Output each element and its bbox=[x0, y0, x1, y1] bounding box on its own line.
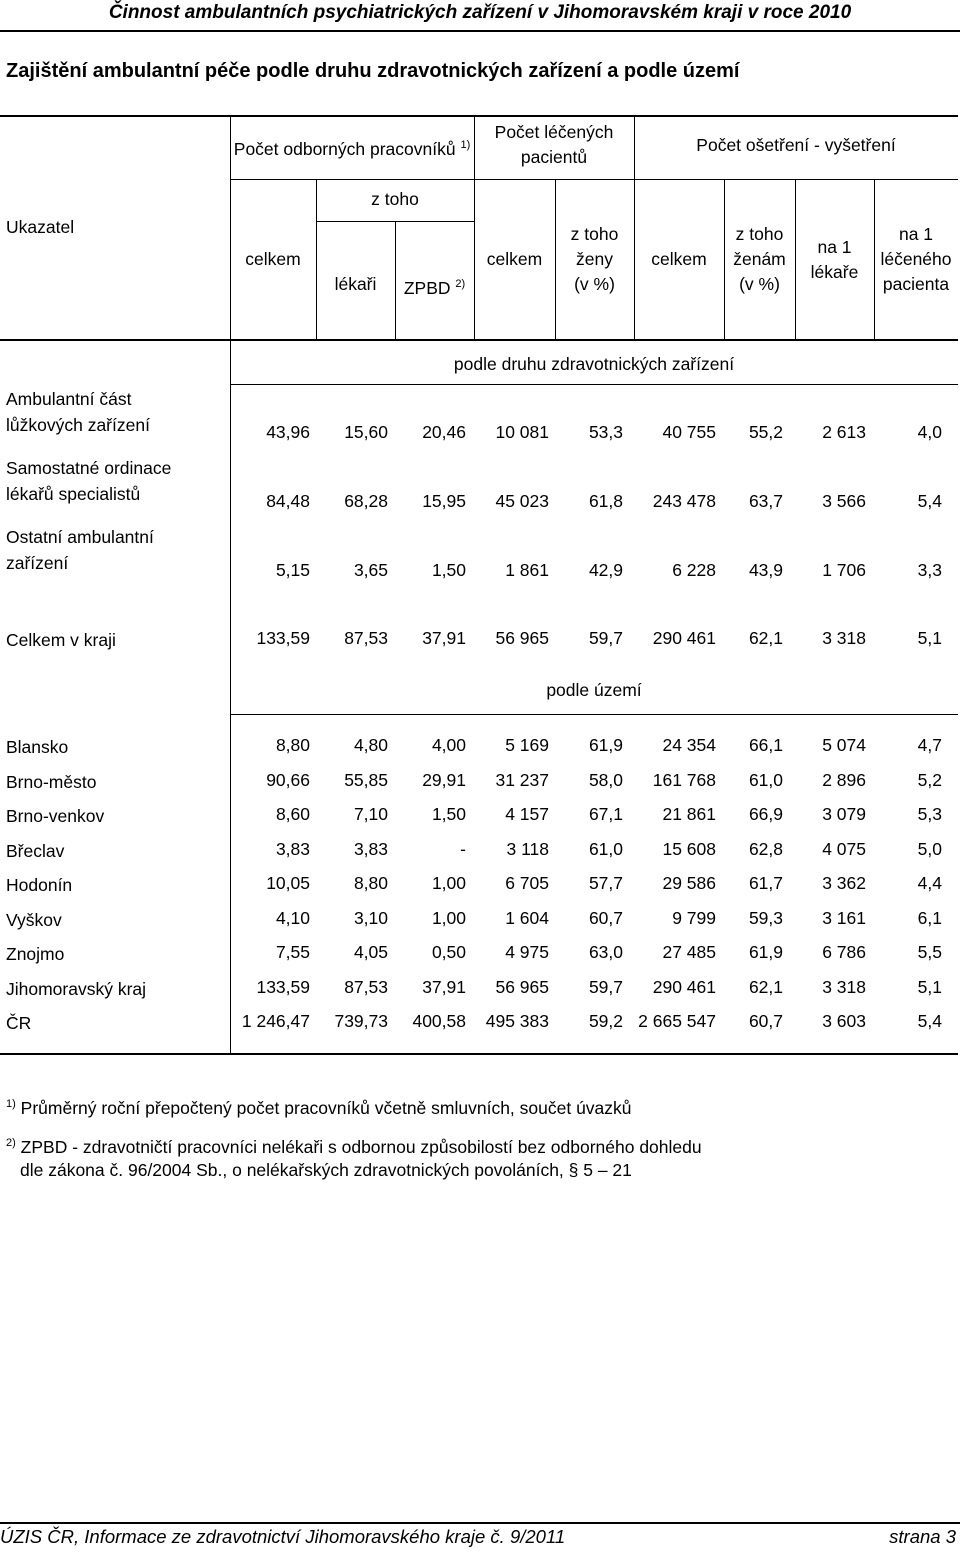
table-cell: 8,80 bbox=[275, 735, 310, 755]
table-cell: 3 318 bbox=[822, 977, 866, 997]
col-zenam-l3: (v %) bbox=[739, 274, 780, 294]
header-rule bbox=[0, 30, 960, 32]
table-cell: 40 755 bbox=[662, 422, 716, 442]
col-zeny-l3: (v %) bbox=[574, 274, 615, 294]
table-cell: 68,28 bbox=[344, 491, 388, 511]
col-zeny bbox=[555, 222, 634, 297]
row-label: Celkem v kraji bbox=[6, 630, 116, 650]
table-cell: 8,80 bbox=[353, 873, 388, 893]
row-label: lékařů specialistů bbox=[6, 484, 141, 504]
table-cell: 3 318 bbox=[822, 628, 866, 648]
table-cell: 0,50 bbox=[431, 942, 466, 962]
table-cell: 495 383 bbox=[485, 1011, 549, 1031]
col-pacientu bbox=[474, 120, 634, 170]
table-cell: 59,2 bbox=[588, 1011, 623, 1031]
row-label: lůžkových zařízení bbox=[6, 415, 150, 435]
col-na1lekare bbox=[795, 235, 874, 285]
col-zeny-l2: ženy bbox=[576, 249, 613, 269]
table-cell: 4,7 bbox=[917, 735, 942, 755]
table-cell: 3 603 bbox=[822, 1011, 866, 1031]
footer-page: strana 3 bbox=[889, 1526, 956, 1547]
vline bbox=[230, 714, 231, 1053]
row-label: Brno-město bbox=[6, 772, 97, 792]
table-cell: 3 079 bbox=[822, 804, 866, 824]
table-cell: 1 706 bbox=[822, 560, 866, 580]
table-cell: 5 074 bbox=[822, 735, 866, 755]
table-cell: 59,7 bbox=[588, 977, 623, 997]
col-na1pacienta-l2: léčeného bbox=[880, 249, 952, 269]
table-cell: 1,50 bbox=[431, 560, 466, 580]
section2-rule bbox=[230, 714, 958, 715]
section1-rule bbox=[230, 384, 958, 385]
col-zenam-l1: z toho bbox=[735, 224, 784, 244]
footer-rule bbox=[0, 1522, 960, 1524]
table-cell: 57,7 bbox=[588, 873, 623, 893]
table-cell: 3,10 bbox=[353, 908, 388, 928]
table-cell: 2 665 547 bbox=[638, 1011, 716, 1031]
col-zpbd-text: ZPBD bbox=[403, 277, 451, 298]
col-zenam bbox=[724, 222, 795, 297]
table-cell: 5,1 bbox=[917, 977, 942, 997]
row-label: Znojmo bbox=[6, 944, 65, 964]
table-cell: 24 354 bbox=[662, 735, 716, 755]
table-title: Zajištění ambulantní péče podle druhu zdravotnických zařízení a podle území bbox=[6, 60, 740, 82]
table-cell: 4,4 bbox=[917, 873, 942, 893]
col-na1pacienta-l1: na 1 bbox=[898, 224, 934, 244]
table-cell: 4,00 bbox=[431, 735, 466, 755]
table-cell: 3,83 bbox=[275, 839, 310, 859]
table-cell: 59,3 bbox=[748, 908, 783, 928]
table-cell: 60,7 bbox=[588, 908, 623, 928]
section-by-type: podle druhu zdravotnických zařízení bbox=[453, 354, 735, 374]
footnote-ref-1: 1) bbox=[460, 139, 471, 151]
row-label: ČR bbox=[6, 1013, 32, 1033]
table-cell: 56 965 bbox=[495, 977, 549, 997]
table-cell: 243 478 bbox=[652, 491, 716, 511]
table-cell: 31 237 bbox=[495, 770, 549, 790]
col-ukazatel: Ukazatel bbox=[6, 217, 75, 237]
header-sub-rule bbox=[230, 179, 958, 180]
table-cell: 42,9 bbox=[588, 560, 623, 580]
table-cell: 10 081 bbox=[495, 422, 549, 442]
col-lekari: lékaři bbox=[334, 274, 377, 294]
table-cell: 61,7 bbox=[748, 873, 783, 893]
col-prac-celkem: celkem bbox=[245, 249, 301, 269]
table-cell: 1,00 bbox=[431, 908, 466, 928]
table-cell: 20,46 bbox=[422, 422, 466, 442]
table-cell: 15,60 bbox=[344, 422, 388, 442]
col-na1pacienta-l3: pacienta bbox=[882, 274, 950, 294]
footnote-2-text: ZPBD - zdravotničtí pracovníci nelékaři s odbornou způsobilostí bez odborného dohledu bbox=[20, 1136, 702, 1157]
vline bbox=[230, 384, 231, 672]
col-pracovniku-text: Počet odborných pracovníků bbox=[233, 138, 456, 159]
table-cell: 3 362 bbox=[822, 873, 866, 893]
table-cell: 15 608 bbox=[662, 839, 716, 859]
col-na1lekare-l2: lékaře bbox=[810, 262, 859, 282]
row-label: Ambulantní část bbox=[6, 389, 132, 409]
table-cell: 6 786 bbox=[822, 942, 866, 962]
table-cell: 27 485 bbox=[662, 942, 716, 962]
table-cell: 63,0 bbox=[588, 942, 623, 962]
table-cell: 5,4 bbox=[917, 1011, 942, 1031]
table-cell: 15,95 bbox=[422, 491, 466, 511]
table-cell: 290 461 bbox=[652, 628, 716, 648]
row-label: Vyškov bbox=[6, 910, 62, 930]
table-cell: 7,55 bbox=[275, 942, 310, 962]
footnote-2-cont: dle zákona č. 96/2004 Sb., o nelékařských zdravotnických povoláních, § 5 – 21 bbox=[20, 1160, 632, 1180]
table-cell: 37,91 bbox=[422, 628, 466, 648]
table-cell: 5,15 bbox=[275, 560, 310, 580]
table-cell: 4,10 bbox=[275, 908, 310, 928]
col-zeny-l1: z toho bbox=[570, 224, 619, 244]
table-cell: 62,8 bbox=[748, 839, 783, 859]
table-cell: 5,1 bbox=[917, 628, 942, 648]
footnote-1 bbox=[6, 1090, 632, 1122]
table-cell: 59,7 bbox=[588, 628, 623, 648]
table-cell: 63,7 bbox=[748, 491, 783, 511]
table-cell: 1,00 bbox=[431, 873, 466, 893]
table-cell: 60,7 bbox=[748, 1011, 783, 1031]
table-cell: 4 975 bbox=[505, 942, 549, 962]
table-cell: 62,1 bbox=[748, 977, 783, 997]
table-cell: 739,73 bbox=[334, 1011, 388, 1031]
table-cell: 5,5 bbox=[917, 942, 942, 962]
table-cell: 62,1 bbox=[748, 628, 783, 648]
section-by-area: podle území bbox=[546, 680, 642, 700]
table-cell: 9 799 bbox=[672, 908, 716, 928]
table-cell: 56 965 bbox=[495, 628, 549, 648]
table-cell: 2 613 bbox=[822, 422, 866, 442]
table-cell: 66,1 bbox=[748, 735, 783, 755]
table-cell: 84,48 bbox=[266, 491, 310, 511]
col-prac-ztoho: z toho bbox=[371, 189, 419, 209]
footnote-ref-2: 2) bbox=[455, 278, 466, 290]
col-pracovniku bbox=[230, 133, 474, 162]
table-cell: 87,53 bbox=[344, 977, 388, 997]
table-cell: 5,2 bbox=[917, 770, 942, 790]
table-cell: 21 861 bbox=[662, 804, 716, 824]
table-cell: 29,91 bbox=[422, 770, 466, 790]
table-cell: 10,05 bbox=[266, 873, 310, 893]
table-cell: 3,3 bbox=[917, 560, 942, 580]
table-cell: 161 768 bbox=[652, 770, 716, 790]
table-cell: 55,2 bbox=[748, 422, 783, 442]
footer-source: ÚZIS ČR, Informace ze zdravotnictví Jihomoravského kraje č. 9/2011 bbox=[0, 1526, 566, 1547]
table-cell: 6 228 bbox=[672, 560, 716, 580]
table-cell: 4 075 bbox=[822, 839, 866, 859]
row-label: zařízení bbox=[6, 553, 69, 573]
table-cell: 90,66 bbox=[266, 770, 310, 790]
table-cell: 400,58 bbox=[412, 1011, 466, 1031]
table-cell: 1 861 bbox=[505, 560, 549, 580]
row-label: Samostatné ordinace bbox=[6, 458, 172, 478]
col-na1pacienta bbox=[874, 222, 958, 297]
table-cell: 58,0 bbox=[588, 770, 623, 790]
table-cell: 5,4 bbox=[917, 491, 942, 511]
table-cell: 290 461 bbox=[652, 977, 716, 997]
col-pacientu-l2: pacientů bbox=[520, 147, 588, 167]
table-cell: 7,10 bbox=[353, 804, 388, 824]
table-cell: - bbox=[460, 839, 466, 859]
table-cell: 1,50 bbox=[431, 804, 466, 824]
table-cell: 5,3 bbox=[917, 804, 942, 824]
table-cell: 43,9 bbox=[748, 560, 783, 580]
table-cell: 61,9 bbox=[588, 735, 623, 755]
table-cell: 61,9 bbox=[748, 942, 783, 962]
table-cell: 87,53 bbox=[344, 628, 388, 648]
table-cell: 37,91 bbox=[422, 977, 466, 997]
table-top-rule bbox=[0, 115, 958, 117]
table-cell: 4,05 bbox=[353, 942, 388, 962]
col-pacientu-l1: Počet léčených bbox=[494, 122, 614, 142]
table-cell: 3 161 bbox=[822, 908, 866, 928]
row-label: Jihomoravský kraj bbox=[6, 979, 147, 999]
table-cell: 55,85 bbox=[344, 770, 388, 790]
row-label: Blansko bbox=[6, 737, 69, 757]
table-cell: 43,96 bbox=[266, 422, 310, 442]
table-cell: 133,59 bbox=[256, 977, 310, 997]
header-bottom-rule bbox=[0, 339, 958, 341]
table-cell: 5,0 bbox=[917, 839, 942, 859]
table-cell: 4,0 bbox=[917, 422, 942, 442]
table-cell: 53,3 bbox=[588, 422, 623, 442]
table-cell: 3,65 bbox=[353, 560, 388, 580]
table-cell: 61,0 bbox=[588, 839, 623, 859]
table-cell: 4 157 bbox=[505, 804, 549, 824]
table-cell: 5 169 bbox=[505, 735, 549, 755]
table-cell: 8,60 bbox=[275, 804, 310, 824]
table-cell: 4,80 bbox=[353, 735, 388, 755]
table-cell: 67,1 bbox=[588, 804, 623, 824]
table-cell: 61,0 bbox=[748, 770, 783, 790]
footnote-1-marker: 1) bbox=[6, 1098, 16, 1110]
row-label: Ostatní ambulantní bbox=[6, 527, 154, 547]
table-cell: 66,9 bbox=[748, 804, 783, 824]
col-osetreni: Počet ošetření - vyšetření bbox=[696, 135, 896, 155]
table-cell: 45 023 bbox=[495, 491, 549, 511]
col-na1lekare-l1: na 1 bbox=[817, 237, 852, 257]
table-cell: 1 246,47 bbox=[241, 1011, 310, 1031]
table-cell: 1 604 bbox=[505, 908, 549, 928]
table-cell: 29 586 bbox=[662, 873, 716, 893]
table-cell: 3 566 bbox=[822, 491, 866, 511]
table-cell: 6,1 bbox=[917, 908, 942, 928]
document-header: Činnost ambulantních psychiatrických zařízení v Jihomoravském kraji v roce 2010 bbox=[108, 2, 852, 23]
table-cell: 2 896 bbox=[822, 770, 866, 790]
col-zenam-l2: ženám bbox=[733, 249, 786, 269]
table-cell: 61,8 bbox=[588, 491, 623, 511]
row-label: Břeclav bbox=[6, 841, 65, 861]
table-bottom-rule bbox=[0, 1053, 958, 1055]
col-os-celkem: celkem bbox=[651, 249, 707, 269]
row-label: Brno-venkov bbox=[6, 806, 105, 826]
row-label: Hodonín bbox=[6, 875, 73, 895]
col-zpbd bbox=[395, 272, 474, 301]
table-cell: 133,59 bbox=[256, 628, 310, 648]
footnote-1-text: Průměrný roční přepočtený počet pracovníků včetně smluvních, součet úvazků bbox=[20, 1097, 632, 1118]
table-cell: 3,83 bbox=[353, 839, 388, 859]
footnote-2-marker: 2) bbox=[6, 1137, 16, 1149]
col-pac-celkem: celkem bbox=[486, 249, 543, 269]
table-cell: 3 118 bbox=[506, 839, 549, 859]
table-cell: 6 705 bbox=[505, 873, 549, 893]
